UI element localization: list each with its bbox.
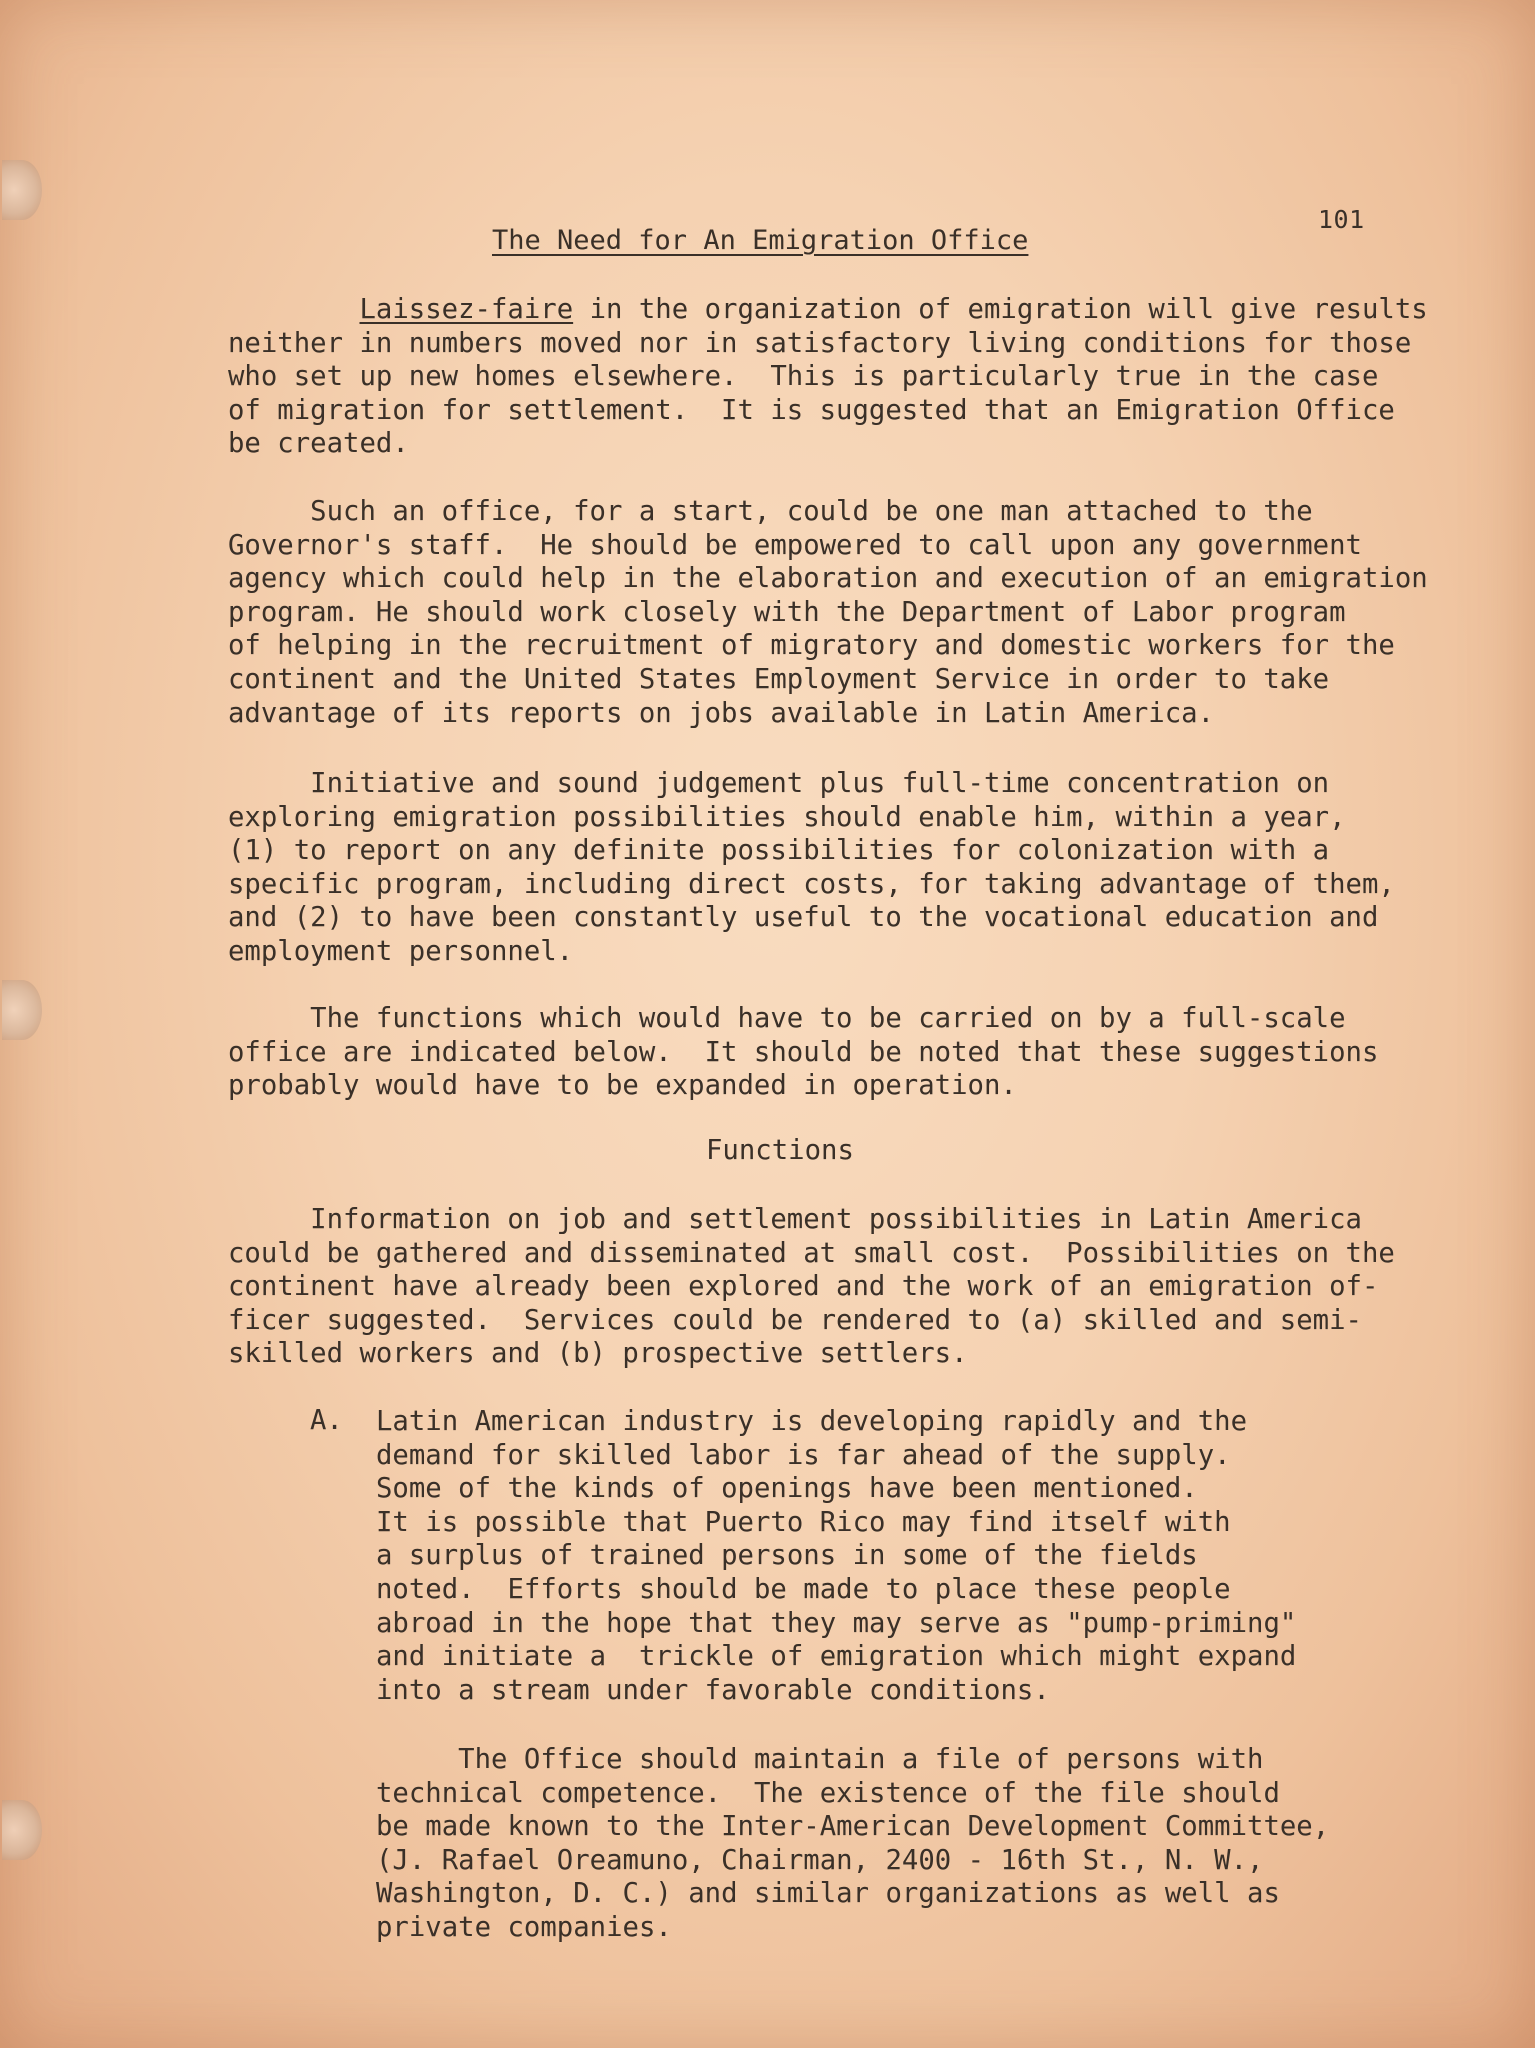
paragraph-information: Information on job and settlement possibilities in Latin America could be gathered and disseminated at small cost. Possibilities on the continent have already been explored and the work of an emigration of- ficer suggested. Services could be rendered to (a) skilled and semi- skilled workers and (b) prospective settlers. — [228, 1204, 1395, 1370]
binding-hole-middle — [2, 980, 42, 1040]
paragraph-laissez-faire — [228, 293, 1428, 461]
page-number: 101 — [1318, 205, 1365, 234]
paragraph-office-start: Such an office, for a start, could be one man attached to the Governor's staff. He should be empowered to call upon any government agency which could help in the elaboration and execution of an emigration program. He should work closely with the Department of Labor program of helping in the recruitment of migratory and domestic workers for the continent and the United States Employment Service in order to take advantage of its reports on jobs available in Latin America. — [228, 496, 1428, 729]
binding-hole-top — [2, 160, 42, 220]
list-item-a-followup: The Office should maintain a file of persons with technical competence. The existence of the file should be made known to the Inter-American Development Committee, (J. Rafael Oreamuno, Chairman, 2400 - 16th St., N. W., Washington, D. C.) and similar organizations as well as private companies. — [376, 1744, 1330, 1943]
page-title: The Need for An Emigration Office — [492, 225, 1029, 256]
binding-hole-bottom — [2, 1800, 42, 1860]
paragraph-functions-intro: The functions which would have to be carried on by a full-scale office are indicated below. It should be noted that these suggestions probably would have to be expanded in operation. — [228, 1003, 1379, 1102]
section-heading-functions: Functions — [706, 1135, 854, 1166]
paragraph-1-text: in the organization of emigration will give results neither in numbers moved nor in satisfactory living conditions for those who set up new homes elsewhere. This is particularly true in the case of migration for settlement. It is suggested that an Emigration Office be created. — [228, 294, 1428, 460]
list-item-label-a: A. — [310, 1405, 343, 1436]
list-item-a-text: Latin American industry is developing rapidly and the demand for skilled labor is far ahead of the supply. Some of the kinds of openings have been mentioned. It is possible that Puerto Rico may find itself with a surplus of trained persons in some of the fields noted. Efforts should be made to place these people abroad in the hope that they may serve as "pump-priming" and initiate a trickle of emigration which might expand into a stream under favorable conditions. — [376, 1406, 1297, 1706]
laissez-faire-term: Laissez-faire — [359, 294, 574, 325]
paragraph-initiative: Initiative and sound judgement plus full-time concentration on exploring emigration possibilities should enable him, within a year, (1) to report on any definite possibilities for colonization with a specific program, including direct costs, for taking advantage of them, and (2) to have been constantly useful to the vocational education and employment personnel. — [228, 768, 1395, 967]
